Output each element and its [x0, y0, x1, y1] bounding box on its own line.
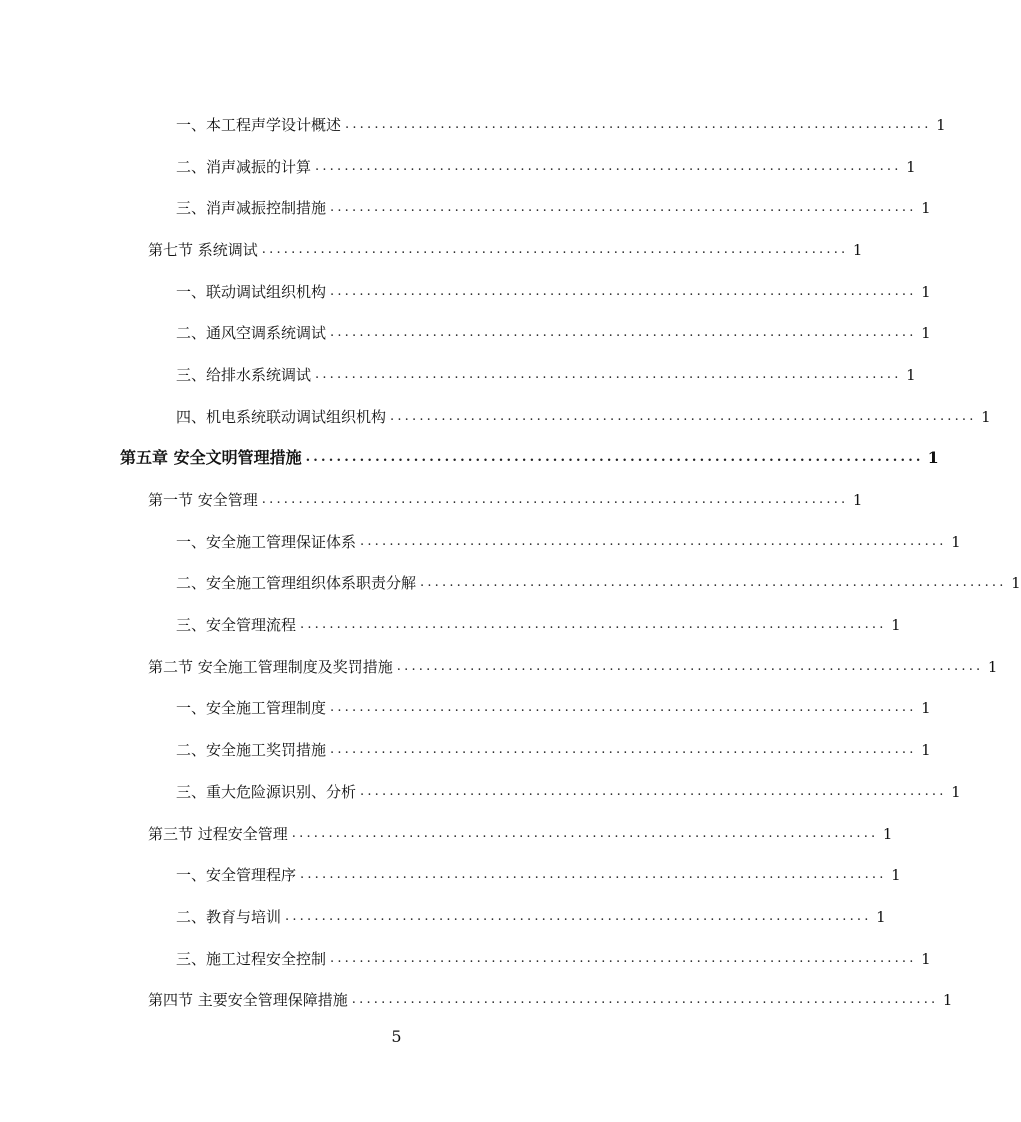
toc-leader-dots: ................................................................................	[305, 450, 924, 466]
toc-entry-title: 三、消声减振控制措施	[176, 199, 327, 218]
toc-leader-dots: ................................................................................	[315, 366, 902, 382]
toc-entry-page: 1	[921, 199, 931, 218]
toc-entry-page: 1	[921, 324, 931, 343]
toc-entry-title: 三、施工过程安全控制	[176, 949, 327, 968]
toc-subsection-entry[interactable]	[0, 688, 931, 730]
toc-entry-page: 1	[876, 907, 886, 926]
toc-leader-dots: ................................................................................	[351, 992, 939, 1008]
toc-entry-title: 二、通风空调系统调试	[176, 324, 327, 343]
page-number: 5	[391, 1027, 402, 1046]
toc-entry-page: 1	[906, 365, 916, 384]
toc-leader-dots: ................................................................................	[261, 492, 849, 508]
toc-subsection-entry[interactable]	[0, 354, 916, 396]
toc-entry-title: 二、消声减振的计算	[176, 157, 312, 176]
toc-leader-dots: ................................................................................	[360, 533, 947, 549]
toc-section-entry[interactable]	[0, 229, 863, 271]
toc-entry-page: 1	[987, 657, 998, 676]
toc-leader-dots: ................................................................................	[360, 783, 947, 799]
toc-leader-dots: ................................................................................	[390, 408, 977, 424]
toc-subsection-entry[interactable]	[0, 729, 931, 771]
toc-leader-dots: ................................................................................	[396, 658, 984, 674]
toc-leader-dots: ................................................................................	[330, 950, 917, 966]
toc-entry-page: 1	[921, 282, 931, 301]
toc-entry-page: 1	[927, 448, 939, 468]
toc-entry-page: 1	[882, 824, 893, 843]
toc-leader-dots: ................................................................................	[345, 116, 932, 132]
toc-leader-dots: ................................................................................	[420, 575, 1007, 591]
toc-subsection-entry[interactable]	[0, 604, 901, 646]
toc-subsection-entry[interactable]	[0, 896, 886, 938]
toc-section-entry[interactable]	[0, 813, 893, 855]
toc-entry-title: 第一节 安全管理	[148, 491, 258, 510]
toc-chapter-entry[interactable]	[0, 438, 939, 480]
toc-leader-dots: ................................................................................	[315, 158, 902, 174]
toc-entry-title: 一、本工程声学设计概述	[176, 115, 342, 134]
toc-subsection-entry[interactable]	[0, 146, 916, 188]
toc-subsection-entry[interactable]	[0, 104, 946, 146]
toc-leader-dots: ................................................................................	[300, 617, 887, 633]
toc-subsection-entry[interactable]	[0, 938, 931, 980]
toc-entry-title: 三、重大危险源识别、分析	[176, 782, 357, 801]
toc-entry-title: 第三节 过程安全管理	[148, 824, 288, 843]
table-of-contents	[0, 104, 1021, 1021]
toc-leader-dots: ................................................................................	[330, 200, 917, 216]
toc-subsection-entry[interactable]	[0, 271, 931, 313]
toc-leader-dots: ................................................................................	[285, 908, 872, 924]
toc-entry-title: 第四节 主要安全管理保障措施	[148, 991, 348, 1010]
toc-leader-dots: ................................................................................	[330, 700, 917, 716]
toc-entry-page: 1	[891, 616, 901, 635]
toc-entry-page: 1	[891, 866, 901, 885]
toc-entry-page: 1	[921, 699, 931, 718]
toc-section-entry[interactable]	[0, 979, 953, 1021]
toc-entry-page: 1	[951, 532, 961, 551]
toc-section-entry[interactable]	[0, 646, 998, 688]
toc-entry-page: 1	[921, 741, 931, 760]
toc-entry-page: 1	[951, 782, 961, 801]
toc-subsection-entry[interactable]	[0, 854, 901, 896]
toc-entry-title: 第二节 安全施工管理制度及奖罚措施	[148, 657, 393, 676]
toc-entry-title: 第七节 系统调试	[148, 240, 258, 259]
toc-entry-title: 第五章 安全文明管理措施	[120, 448, 302, 468]
toc-leader-dots: ................................................................................	[300, 867, 887, 883]
toc-entry-title: 一、联动调试组织机构	[176, 282, 327, 301]
toc-subsection-entry[interactable]	[0, 521, 961, 563]
toc-subsection-entry[interactable]	[0, 312, 931, 354]
toc-leader-dots: ................................................................................	[291, 825, 879, 841]
toc-subsection-entry[interactable]	[0, 187, 931, 229]
toc-entry-title: 四、机电系统联动调试组织机构	[176, 407, 387, 426]
toc-leader-dots: ................................................................................	[261, 241, 849, 257]
toc-entry-title: 二、教育与培训	[176, 907, 282, 926]
toc-leader-dots: ................................................................................	[330, 742, 917, 758]
toc-entry-title: 一、安全施工管理制度	[176, 699, 327, 718]
toc-subsection-entry[interactable]	[0, 771, 961, 813]
toc-subsection-entry[interactable]	[0, 396, 991, 438]
toc-entry-page: 1	[906, 157, 916, 176]
toc-entry-title: 一、安全施工管理保证体系	[176, 532, 357, 551]
toc-section-entry[interactable]	[0, 479, 863, 521]
toc-entry-title: 三、给排水系统调试	[176, 365, 312, 384]
toc-entry-page: 1	[981, 407, 991, 426]
toc-entry-title: 二、安全施工管理组织体系职责分解	[176, 574, 417, 593]
toc-entry-page: 1	[936, 115, 946, 134]
toc-entry-page: 1	[1011, 574, 1021, 593]
toc-entry-page: 1	[852, 240, 863, 259]
toc-subsection-entry[interactable]	[0, 563, 1021, 605]
toc-entry-title: 三、安全管理流程	[176, 616, 297, 635]
toc-entry-page: 1	[942, 991, 953, 1010]
toc-entry-title: 二、安全施工奖罚措施	[176, 741, 327, 760]
toc-entry-title: 一、安全管理程序	[176, 866, 297, 885]
toc-leader-dots: ................................................................................	[330, 325, 917, 341]
toc-entry-page: 1	[921, 949, 931, 968]
toc-leader-dots: ................................................................................	[330, 283, 917, 299]
toc-entry-page: 1	[852, 491, 863, 510]
